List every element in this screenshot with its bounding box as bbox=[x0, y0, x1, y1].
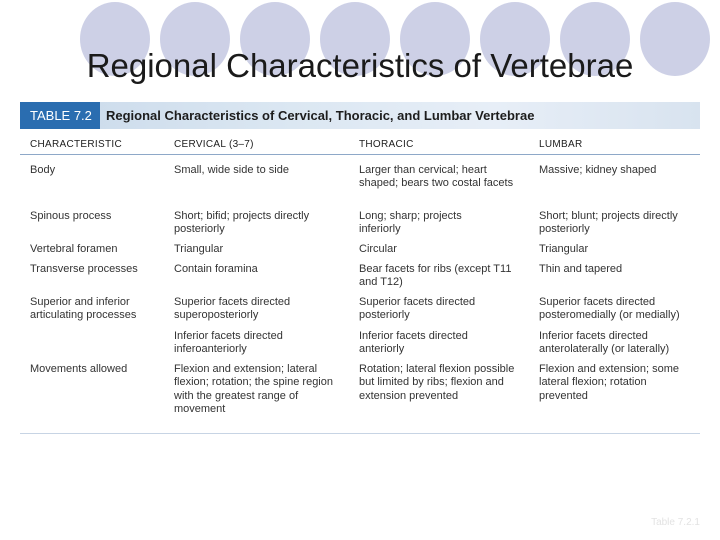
table-header-band bbox=[20, 102, 700, 129]
column-header-thoracic: THORACIC bbox=[359, 139, 414, 150]
table-cell: Triangular bbox=[539, 243, 589, 255]
table-cell: Larger than cervical; heart shaped; bears two costal facets bbox=[359, 164, 514, 190]
table-cell: Flexion and extension; lateral flexion; rotation; the spine region with the greatest range of movement bbox=[174, 363, 333, 416]
table-cell: Circular bbox=[359, 243, 397, 255]
table-cell: Contain foramina bbox=[174, 263, 258, 275]
header-divider bbox=[20, 154, 700, 155]
table-cell: Inferior facets directed anterolaterally (or laterally) bbox=[539, 330, 670, 356]
table-cell: Inferior facets directed inferoanteriorly bbox=[174, 330, 283, 356]
slide-title: Regional Characteristics of Vertebrae bbox=[86, 47, 634, 84]
table-cell: Movements allowed bbox=[30, 363, 128, 375]
table-cell: Body bbox=[30, 164, 56, 176]
table-cell: Inferior facets directed anteriorly bbox=[359, 330, 468, 356]
vertebrae-table bbox=[20, 102, 700, 434]
table-cell: Thin and tapered bbox=[539, 263, 623, 275]
table-cell: Superior facets directed superoposteriorly bbox=[174, 296, 291, 322]
table-cell: Short; blunt; projects directly posteriorly bbox=[539, 210, 678, 236]
table-cell: Short; bifid; projects directly posteriorly bbox=[174, 210, 310, 236]
footer-note: Table 7.2.1 bbox=[651, 517, 700, 528]
table-cell: Vertebral foramen bbox=[30, 243, 118, 255]
table-cell: Superior and inferior articulating processes bbox=[30, 296, 137, 322]
table-caption: Regional Characteristics of Cervical, Thoracic, and Lumbar Vertebrae bbox=[106, 108, 535, 123]
table-cell: Superior facets directed posteromedially (or medially) bbox=[539, 296, 680, 322]
table-cell: Long; sharp; projects inferiorly bbox=[359, 210, 462, 236]
table-cell: Triangular bbox=[174, 243, 224, 255]
table-cell: Superior facets directed posteriorly bbox=[359, 296, 476, 322]
table-bottom-divider bbox=[20, 433, 700, 434]
table-cell: Transverse processes bbox=[30, 263, 138, 275]
table-cell: Flexion and extension; some lateral flexion; rotation prevented bbox=[539, 363, 680, 402]
table-cell: Massive; kidney shaped bbox=[539, 164, 657, 176]
column-header-lumbar: LUMBAR bbox=[539, 139, 583, 150]
column-header-cervical: CERVICAL (3–7) bbox=[174, 139, 254, 150]
column-header-characteristic: CHARACTERISTIC bbox=[30, 139, 122, 150]
table-cell: Rotation; lateral flexion possible but limited by ribs; flexion and extension prevented bbox=[359, 363, 515, 402]
table-cell: Small, wide side to side bbox=[174, 164, 289, 176]
table-cell: Spinous process bbox=[30, 210, 112, 222]
table-number-badge: TABLE 7.2 bbox=[20, 102, 100, 129]
table-cell: Bear facets for ribs (except T11 and T12) bbox=[359, 263, 512, 289]
